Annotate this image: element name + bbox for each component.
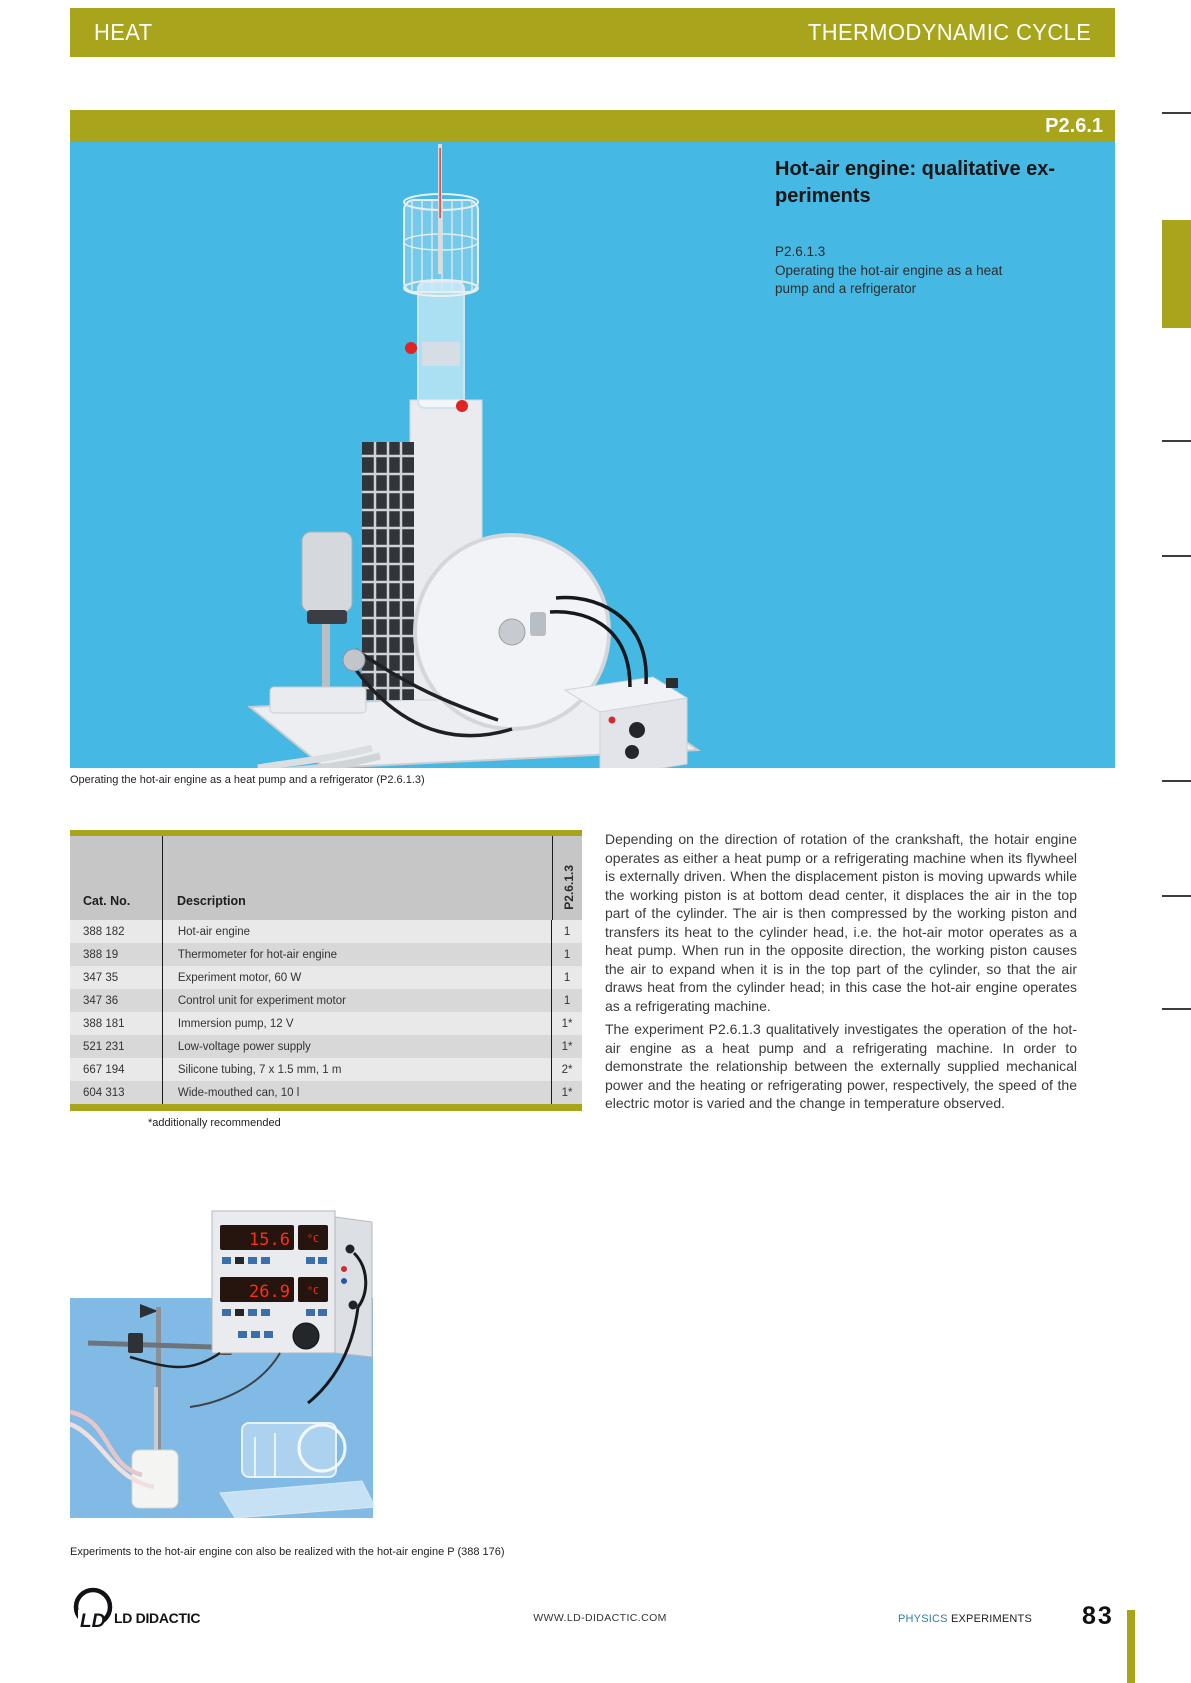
table-row: 388 182 Hot-air engine 1 bbox=[70, 920, 582, 943]
socket-red bbox=[341, 1266, 347, 1272]
hot-air-engine-photo bbox=[110, 142, 730, 768]
logo-wordmark: LD DIDACTIC bbox=[114, 1610, 201, 1626]
body-text bbox=[605, 830, 1077, 1118]
footer-accent-bar bbox=[1127, 1610, 1135, 1683]
red-valve bbox=[456, 400, 468, 412]
hero-photo-block bbox=[70, 142, 1115, 768]
flywheel-hub bbox=[499, 619, 525, 645]
col-header-description: Description bbox=[177, 894, 246, 908]
section-code-bar bbox=[70, 110, 1115, 142]
table-row: 521 231 Low-voltage power supply 1* bbox=[70, 1035, 582, 1058]
chapter-side-tab bbox=[1162, 220, 1191, 328]
edge-mark bbox=[1162, 440, 1191, 442]
ld-didactic-logo bbox=[70, 1586, 280, 1634]
socket bbox=[349, 1301, 358, 1310]
footer-website[interactable]: WWW.LD-DIDACTIC.COM bbox=[533, 1612, 667, 1624]
immersion-pump-vessel bbox=[132, 1450, 178, 1508]
edge-mark bbox=[1162, 555, 1191, 557]
col-header-cat-no: Cat. No. bbox=[83, 894, 131, 908]
motor-pulley bbox=[343, 649, 365, 671]
experiment-group-title: Hot-air engine: qualitative ex- periments bbox=[775, 158, 1056, 207]
display-value-2: 26.9 bbox=[249, 1282, 290, 1302]
pump-rod bbox=[154, 1387, 158, 1457]
clamp bbox=[128, 1333, 143, 1353]
body-paragraph-1: Depending on the direction of rotation of the crankshaft, the hotair engine operates as either a heat pump or a refrigerating machine when its flywheel is externally driven. When the displacement piston is moving upwards while the working piston is at bottom dead center, it displaces the air in the top part of the cylinder. The air is then compressed by the working piston and transfers its heat to the cylinder head, i.e. the hot-air motor operates as a heat pump. When run in the opposite direction, the working piston causes the air to expand when it is in the top part of the cylinder, so that the air draws heat from the cylinder head; in this case the hot-air engine operates as a refrigerating machine. bbox=[605, 831, 1077, 1014]
table-row: 604 313 Wide-mouthed can, 10 l 1* bbox=[70, 1081, 582, 1104]
table-bottom-rule bbox=[70, 1104, 582, 1111]
photo2-illustration bbox=[70, 1207, 380, 1519]
thermometer-column bbox=[439, 148, 440, 218]
motor-base bbox=[270, 687, 366, 713]
experiment-subtitle: P2.6.1.3 Operating the hot-air engine as a heat pump and a refrigerator bbox=[775, 243, 1115, 299]
edge-mark bbox=[1162, 112, 1191, 114]
socket bbox=[346, 1245, 355, 1254]
hero-photo-caption: Operating the hot-air engine as a heat pump and a refrigerator (P2.6.1.3) bbox=[70, 774, 425, 786]
lattice-grid bbox=[362, 442, 414, 700]
table-row: 388 181 Immersion pump, 12 V 1* bbox=[70, 1012, 582, 1035]
red-valve bbox=[405, 342, 417, 354]
logo-ld-letters: LD bbox=[80, 1611, 106, 1632]
chapter-title: HEAT bbox=[94, 19, 153, 45]
col-header-experiment: P2.6.1.3 bbox=[562, 865, 576, 910]
working-piston bbox=[422, 342, 460, 366]
ld-logo-icon bbox=[70, 1586, 280, 1634]
table-row: 347 36 Control unit for experiment motor 1 bbox=[70, 989, 582, 1012]
page-header-bar bbox=[70, 8, 1115, 57]
display-value-1: 15.6 bbox=[249, 1230, 290, 1250]
footer-physics: PHYSICS bbox=[898, 1613, 948, 1625]
motor-clamp bbox=[307, 610, 347, 624]
table-row: 347 35 Experiment motor, 60 W 1 bbox=[70, 966, 582, 989]
photo2-caption: Experiments to the hot-air engine con also be realized with the hot-air engine P (388 176) bbox=[70, 1546, 505, 1558]
display-unit-2: °C bbox=[306, 1286, 320, 1297]
body-paragraph-2: The experiment P2.6.1.3 qualitatively investigates the operation of the hot-air engine as a heat pump and a refrigerating machine. In order to demonstrate the relationship between the externally supplied mechanical power and the heating or refrigerating power, respectively, the speed of the electric motor is varied and the change in temperature observed. bbox=[605, 1021, 1077, 1111]
hot-air-engine-p-photo bbox=[70, 1207, 380, 1519]
flywheel-slot bbox=[530, 612, 546, 636]
section-code: P2.6.1 bbox=[1045, 114, 1103, 137]
section-title: THERMODYNAMIC CYCLE bbox=[807, 19, 1091, 45]
table-footnote: *additionally recommended bbox=[148, 1117, 281, 1129]
edge-mark bbox=[1162, 780, 1191, 782]
experiment-code: P2.6.1.3 bbox=[775, 244, 826, 259]
edge-mark bbox=[1162, 1008, 1191, 1010]
edge-mark bbox=[1162, 895, 1191, 897]
table-row: 667 194 Silicone tubing, 7 x 1.5 mm, 1 m 2* bbox=[70, 1058, 582, 1081]
experiment-motor bbox=[302, 532, 352, 612]
footer-experiments: EXPERIMENTS bbox=[950, 1613, 1033, 1625]
table-header bbox=[70, 836, 582, 920]
socket-blue bbox=[341, 1278, 347, 1284]
table-row: 388 19 Thermometer for hot-air engine 1 bbox=[70, 943, 582, 966]
display-unit-1: °C bbox=[306, 1234, 320, 1245]
instrument-knob bbox=[293, 1323, 319, 1349]
page-number: 83 bbox=[1082, 1602, 1114, 1630]
footer-series-label bbox=[898, 1613, 1032, 1625]
equipment-table bbox=[70, 830, 582, 1111]
